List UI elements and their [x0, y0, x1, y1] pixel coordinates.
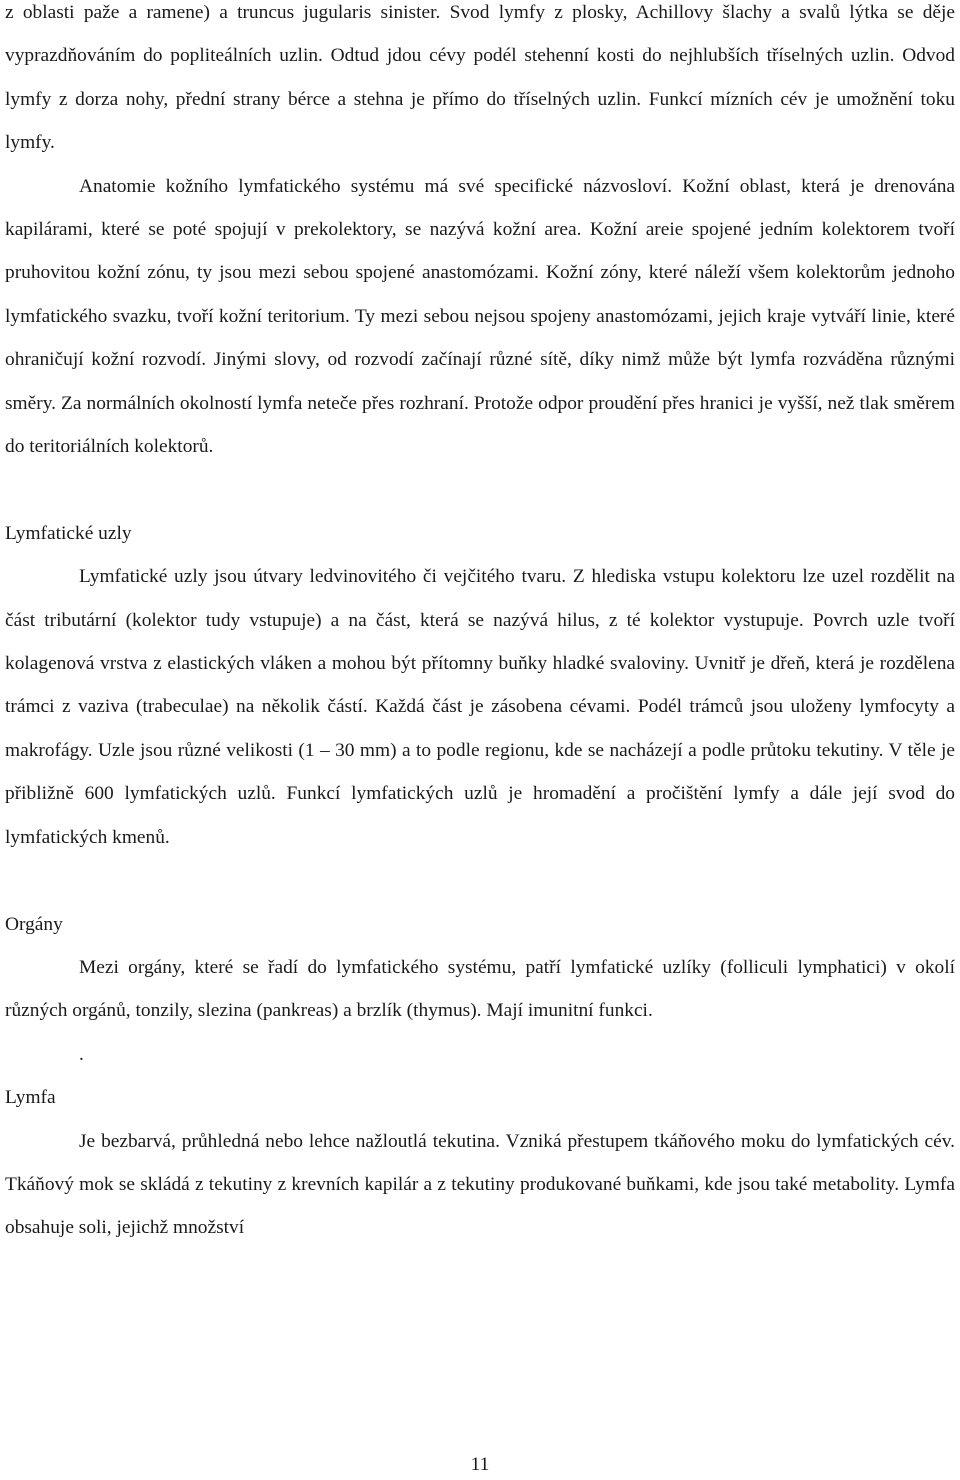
heading-lymph: Lymfa	[5, 1087, 56, 1109]
page-number: 11	[470, 1454, 490, 1475]
paragraph-organs: Mezi orgány, které se řadí do lymfatického systému, patří lymfatické uzlíky (folliculi lymphatici) v okolí různých orgánů, tonzily, slezina (pankreas) a brzlík (thymus). Mají imunitní funkci.	[5, 956, 955, 1022]
heading-organs: Orgány	[5, 913, 63, 935]
spacer	[5, 468, 955, 511]
heading-lymph-nodes: Lymfatické uzly	[5, 522, 132, 544]
stray-dot: .	[79, 1043, 84, 1065]
paragraph-lymph: Je bezbarvá, průhledná nebo lehce nažloutlá tekutina. Vzniká přestupem tkáňového moku do lymfatických cév. Tkáňový mok se skládá z tekutiny z krevních kapilár a z tekutiny produkované buňkami, kde jsou také metabolity. Lymfa obsahuje soli, jejichž množství	[5, 1130, 955, 1239]
paragraph-lymph-drainage: z oblasti paže a ramene) a truncus jugularis sinister. Svod lymfy z plosky, Achillovy šlachy a svalů lýtka se děje vyprazdňováním do popliteálních uzlin. Odtud jdou cévy podél stehenní kosti do nejhlubších tříselných uzlin. Odvod lymfy z dorza nohy, přední strany bérce a stehna je přímo do tříselných uzlin. Funkcí mízních cév je umožnění toku lymfy.	[5, 2, 955, 154]
spacer	[5, 859, 955, 902]
paragraph-skin-lymphatics: Anatomie kožního lymfatického systému má své specifické názvosloví. Kožní oblast, která je drenována kapilárami, které se poté spojují v prekolektory, se nazývá kožní area. Kožní areie spojené jedním kolektorem tvoří pruhovitou kožní zónu, ty jsou mezi sebou spojené anastomózami. Kožní zóny, které náleží všem kolektorům jednoho lymfatického svazku, tvoří kožní teritorium. Ty mezi sebou nejsou spojeny anastomózami, jejich kraje vytváří linie, které ohraničují kožní rozvodí. Jinými slovy, od rozvodí začínají různé sítě, díky nimž může být lymfa rozváděna různými směry. Za normálních okolností lymfa neteče přes rozhraní. Protože odpor proudění přes hranici je vyšší, než tlak směrem do teritoriálních kolektorů.	[5, 175, 955, 458]
document-page	[5, 0, 955, 1250]
paragraph-lymph-nodes: Lymfatické uzly jsou útvary ledvinovitého či vejčitého tvaru. Z hlediska vstupu kolektoru lze uzel rozdělit na část tributární (kolektor tudy vstupuje) a na část, která se nazývá hilus, z té kolektor vystupuje. Povrch uzle tvoří kolagenová vrstva z elastických vláken a mohou být přítomny buňky hladké svaloviny. Uvnitř je dřeň, která je rozdělena trámci z vaziva (trabeculae) na několik částí. Každá část je zásobena cévami. Podél trámců jsou uloženy lymfocyty a makrofágy. Uzle jsou různé velikosti (1 – 30 mm) a to podle regionu, kde se nacházejí a podle průtoku tekutiny. V těle je přibližně 600 lymfatických uzlů. Funkcí lymfatických uzlů je hromadění a pročištění lymfy a dále její svod do lymfatických kmenů.	[5, 566, 955, 848]
